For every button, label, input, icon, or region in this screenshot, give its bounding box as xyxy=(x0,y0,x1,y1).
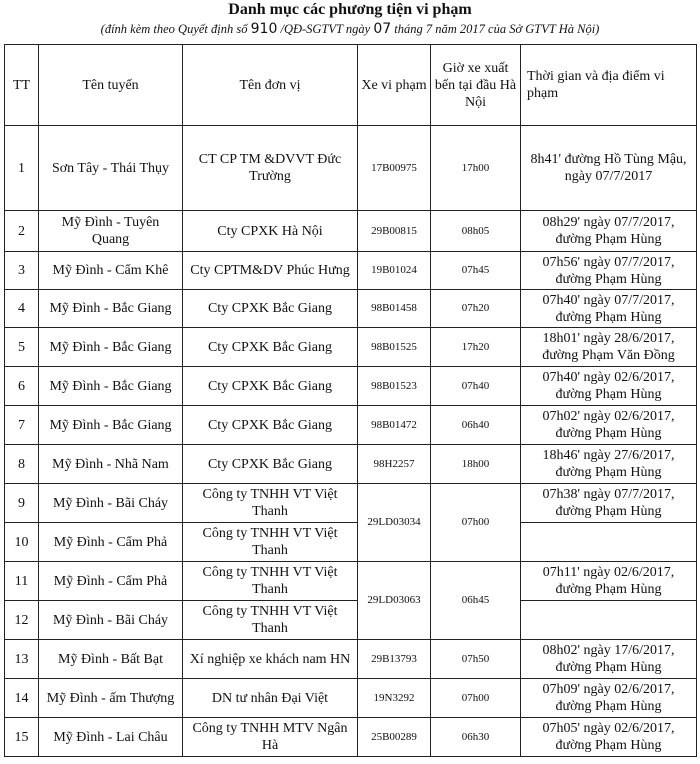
cell-unit: Công ty TNHH VT Việt Thanh xyxy=(183,562,358,601)
cell-departure: 17h00 xyxy=(431,126,521,211)
cell-route: Mỹ Đình - Cẩm Phả xyxy=(39,562,183,601)
table-row xyxy=(5,640,697,679)
header-row xyxy=(5,45,697,126)
cell-plate: 98B01472 xyxy=(358,406,431,445)
cell-route: Mỹ Đình - Cẩm Phả xyxy=(39,523,183,562)
cell-time-place: 18h46' ngày 27/6/2017, đường Phạm Hùng xyxy=(521,445,697,484)
cell-unit: DN tư nhân Đại Việt xyxy=(183,679,358,718)
table-row xyxy=(5,367,697,406)
decision-day: 07 xyxy=(373,21,392,37)
cell-unit: Cty CPXK Bắc Giang xyxy=(183,328,358,367)
table-row xyxy=(5,679,697,718)
cell-route: Mỹ Đình - Bắc Giang xyxy=(39,290,183,328)
cell-tt: 10 xyxy=(5,523,39,562)
cell-route: Mỹ Đình - Cẩm Khê xyxy=(39,252,183,290)
cell-tt: 13 xyxy=(5,640,39,679)
cell-plate: 29LD03063 xyxy=(358,562,431,640)
cell-tt: 1 xyxy=(5,126,39,211)
cell-unit: Cty CPXK Hà Nội xyxy=(183,211,358,252)
cell-departure: 18h00 xyxy=(431,445,521,484)
table-row xyxy=(5,484,697,523)
cell-route: Mỹ Đình - Nhã Nam xyxy=(39,445,183,484)
header-plate: Xe vi phạm xyxy=(358,45,431,126)
cell-departure: 08h05 xyxy=(431,211,521,252)
cell-time-place: 08h29' ngày 07/7/2017, đường Phạm Hùng xyxy=(521,211,697,252)
cell-plate: 29B13793 xyxy=(358,640,431,679)
cell-time-place: 07h40' ngày 02/6/2017, đường Phạm Hùng xyxy=(521,367,697,406)
cell-plate: 29LD03034 xyxy=(358,484,431,562)
cell-plate: 98H2257 xyxy=(358,445,431,484)
cell-tt: 15 xyxy=(5,718,39,757)
header-time-place: Thời gian và địa điểm vi phạm xyxy=(521,45,697,126)
header-tt: TT xyxy=(5,45,39,126)
cell-route: Mỹ Đình - Bắc Giang xyxy=(39,406,183,445)
cell-route: Mỹ Đình - Bắc Giang xyxy=(39,367,183,406)
cell-time-place: 07h38' ngày 07/7/2017, đường Phạm Hùng xyxy=(521,484,697,523)
cell-departure: 07h45 xyxy=(431,252,521,290)
subtitle-prefix: (đính kèm theo Quyết định số xyxy=(100,22,248,36)
cell-unit: Cty CPXK Bắc Giang xyxy=(183,367,358,406)
cell-unit: Xí nghiệp xe khách nam HN xyxy=(183,640,358,679)
cell-departure: 07h20 xyxy=(431,290,521,328)
cell-departure: 06h45 xyxy=(431,562,521,640)
cell-departure: 07h40 xyxy=(431,367,521,406)
cell-route: Mỹ Đình - Tuyên Quang xyxy=(39,211,183,252)
cell-time-place: 07h02' ngày 02/6/2017, đường Phạm Hùng xyxy=(521,406,697,445)
cell-unit: Cty CPTM&DV Phúc Hưng xyxy=(183,252,358,290)
cell-unit: Công ty TNHH MTV Ngân Hà xyxy=(183,718,358,757)
document-subtitle xyxy=(0,21,700,37)
cell-departure: 07h50 xyxy=(431,640,521,679)
table-row xyxy=(5,328,697,367)
cell-tt: 14 xyxy=(5,679,39,718)
cell-time-place xyxy=(521,601,697,640)
cell-departure: 07h00 xyxy=(431,679,521,718)
table-row xyxy=(5,523,697,562)
cell-tt: 3 xyxy=(5,252,39,290)
cell-unit: Cty CPXK Bắc Giang xyxy=(183,290,358,328)
cell-time-place: 18h01' ngày 28/6/2017, đường Phạm Văn Đồng xyxy=(521,328,697,367)
cell-route: Mỹ Đình - Bắc Giang xyxy=(39,328,183,367)
cell-unit: CT CP TM &DVVT Đức Trường xyxy=(183,126,358,211)
cell-tt: 4 xyxy=(5,290,39,328)
header-unit: Tên đơn vị xyxy=(183,45,358,126)
table-row xyxy=(5,445,697,484)
cell-route: Mỹ Đình - Bãi Cháy xyxy=(39,484,183,523)
cell-plate: 29B00815 xyxy=(358,211,431,252)
cell-departure: 06h30 xyxy=(431,718,521,757)
cell-plate: 98B01523 xyxy=(358,367,431,406)
cell-time-place: 07h40' ngày 07/7/2017, đường Phạm Hùng xyxy=(521,290,697,328)
cell-route: Mỹ Đình - Bất Bạt xyxy=(39,640,183,679)
violations-table xyxy=(4,44,697,757)
cell-tt: 9 xyxy=(5,484,39,523)
decision-number: 910 xyxy=(250,21,278,37)
cell-departure: 17h20 xyxy=(431,328,521,367)
subtitle-middle: /QĐ-SGTVT ngày xyxy=(280,22,371,36)
table-row xyxy=(5,252,697,290)
cell-route: Mỹ Đình - Bãi Cháy xyxy=(39,601,183,640)
table-row xyxy=(5,406,697,445)
cell-plate: 98B01458 xyxy=(358,290,431,328)
table-row xyxy=(5,562,697,601)
cell-unit: Cty CPXK Bắc Giang xyxy=(183,445,358,484)
header-route: Tên tuyến xyxy=(39,45,183,126)
cell-plate: 25B00289 xyxy=(358,718,431,757)
table-row xyxy=(5,718,697,757)
table-row xyxy=(5,211,697,252)
cell-plate: 19N3292 xyxy=(358,679,431,718)
cell-unit: Công ty TNHH VT Việt Thanh xyxy=(183,523,358,562)
cell-plate: 98B01525 xyxy=(358,328,431,367)
cell-time-place: 07h05' ngày 02/6/2017, đường Phạm Hùng xyxy=(521,718,697,757)
cell-plate: 17B00975 xyxy=(358,126,431,211)
cell-tt: 2 xyxy=(5,211,39,252)
cell-unit: Cty CPXK Bắc Giang xyxy=(183,406,358,445)
cell-route: Mỹ Đình - Lai Châu xyxy=(39,718,183,757)
cell-tt: 7 xyxy=(5,406,39,445)
table-row xyxy=(5,126,697,211)
cell-plate: 19B01024 xyxy=(358,252,431,290)
cell-time-place: 07h09' ngày 02/6/2017, đường Phạm Hùng xyxy=(521,679,697,718)
cell-time-place: 8h41' đường Hồ Tùng Mậu, ngày 07/7/2017 xyxy=(521,126,697,211)
cell-tt: 12 xyxy=(5,601,39,640)
cell-tt: 8 xyxy=(5,445,39,484)
cell-time-place: 07h11' ngày 02/6/2017, đường Phạm Hùng xyxy=(521,562,697,601)
cell-tt: 6 xyxy=(5,367,39,406)
cell-unit: Công ty TNHH VT Việt Thanh xyxy=(183,484,358,523)
cell-tt: 11 xyxy=(5,562,39,601)
cell-tt: 5 xyxy=(5,328,39,367)
subtitle-suffix: tháng 7 năm 2017 của Sở GTVT Hà Nội) xyxy=(394,22,600,36)
header-departure: Giờ xe xuất bến tại đầu Hà Nội xyxy=(431,45,521,126)
cell-time-place: 07h56' ngày 07/7/2017, đường Phạm Hùng xyxy=(521,252,697,290)
cell-route: Sơn Tây - Thái Thụy xyxy=(39,126,183,211)
cell-unit: Công ty TNHH VT Việt Thanh xyxy=(183,601,358,640)
cell-route: Mỹ Đình - ấm Thượng xyxy=(39,679,183,718)
cell-time-place xyxy=(521,523,697,562)
table-row xyxy=(5,290,697,328)
cell-departure: 07h00 xyxy=(431,484,521,562)
document-title: Danh mục các phương tiện vi phạm xyxy=(228,1,472,18)
table-row xyxy=(5,601,697,640)
cell-departure: 06h40 xyxy=(431,406,521,445)
cell-time-place: 08h02' ngày 17/6/2017, đường Phạm Hùng xyxy=(521,640,697,679)
